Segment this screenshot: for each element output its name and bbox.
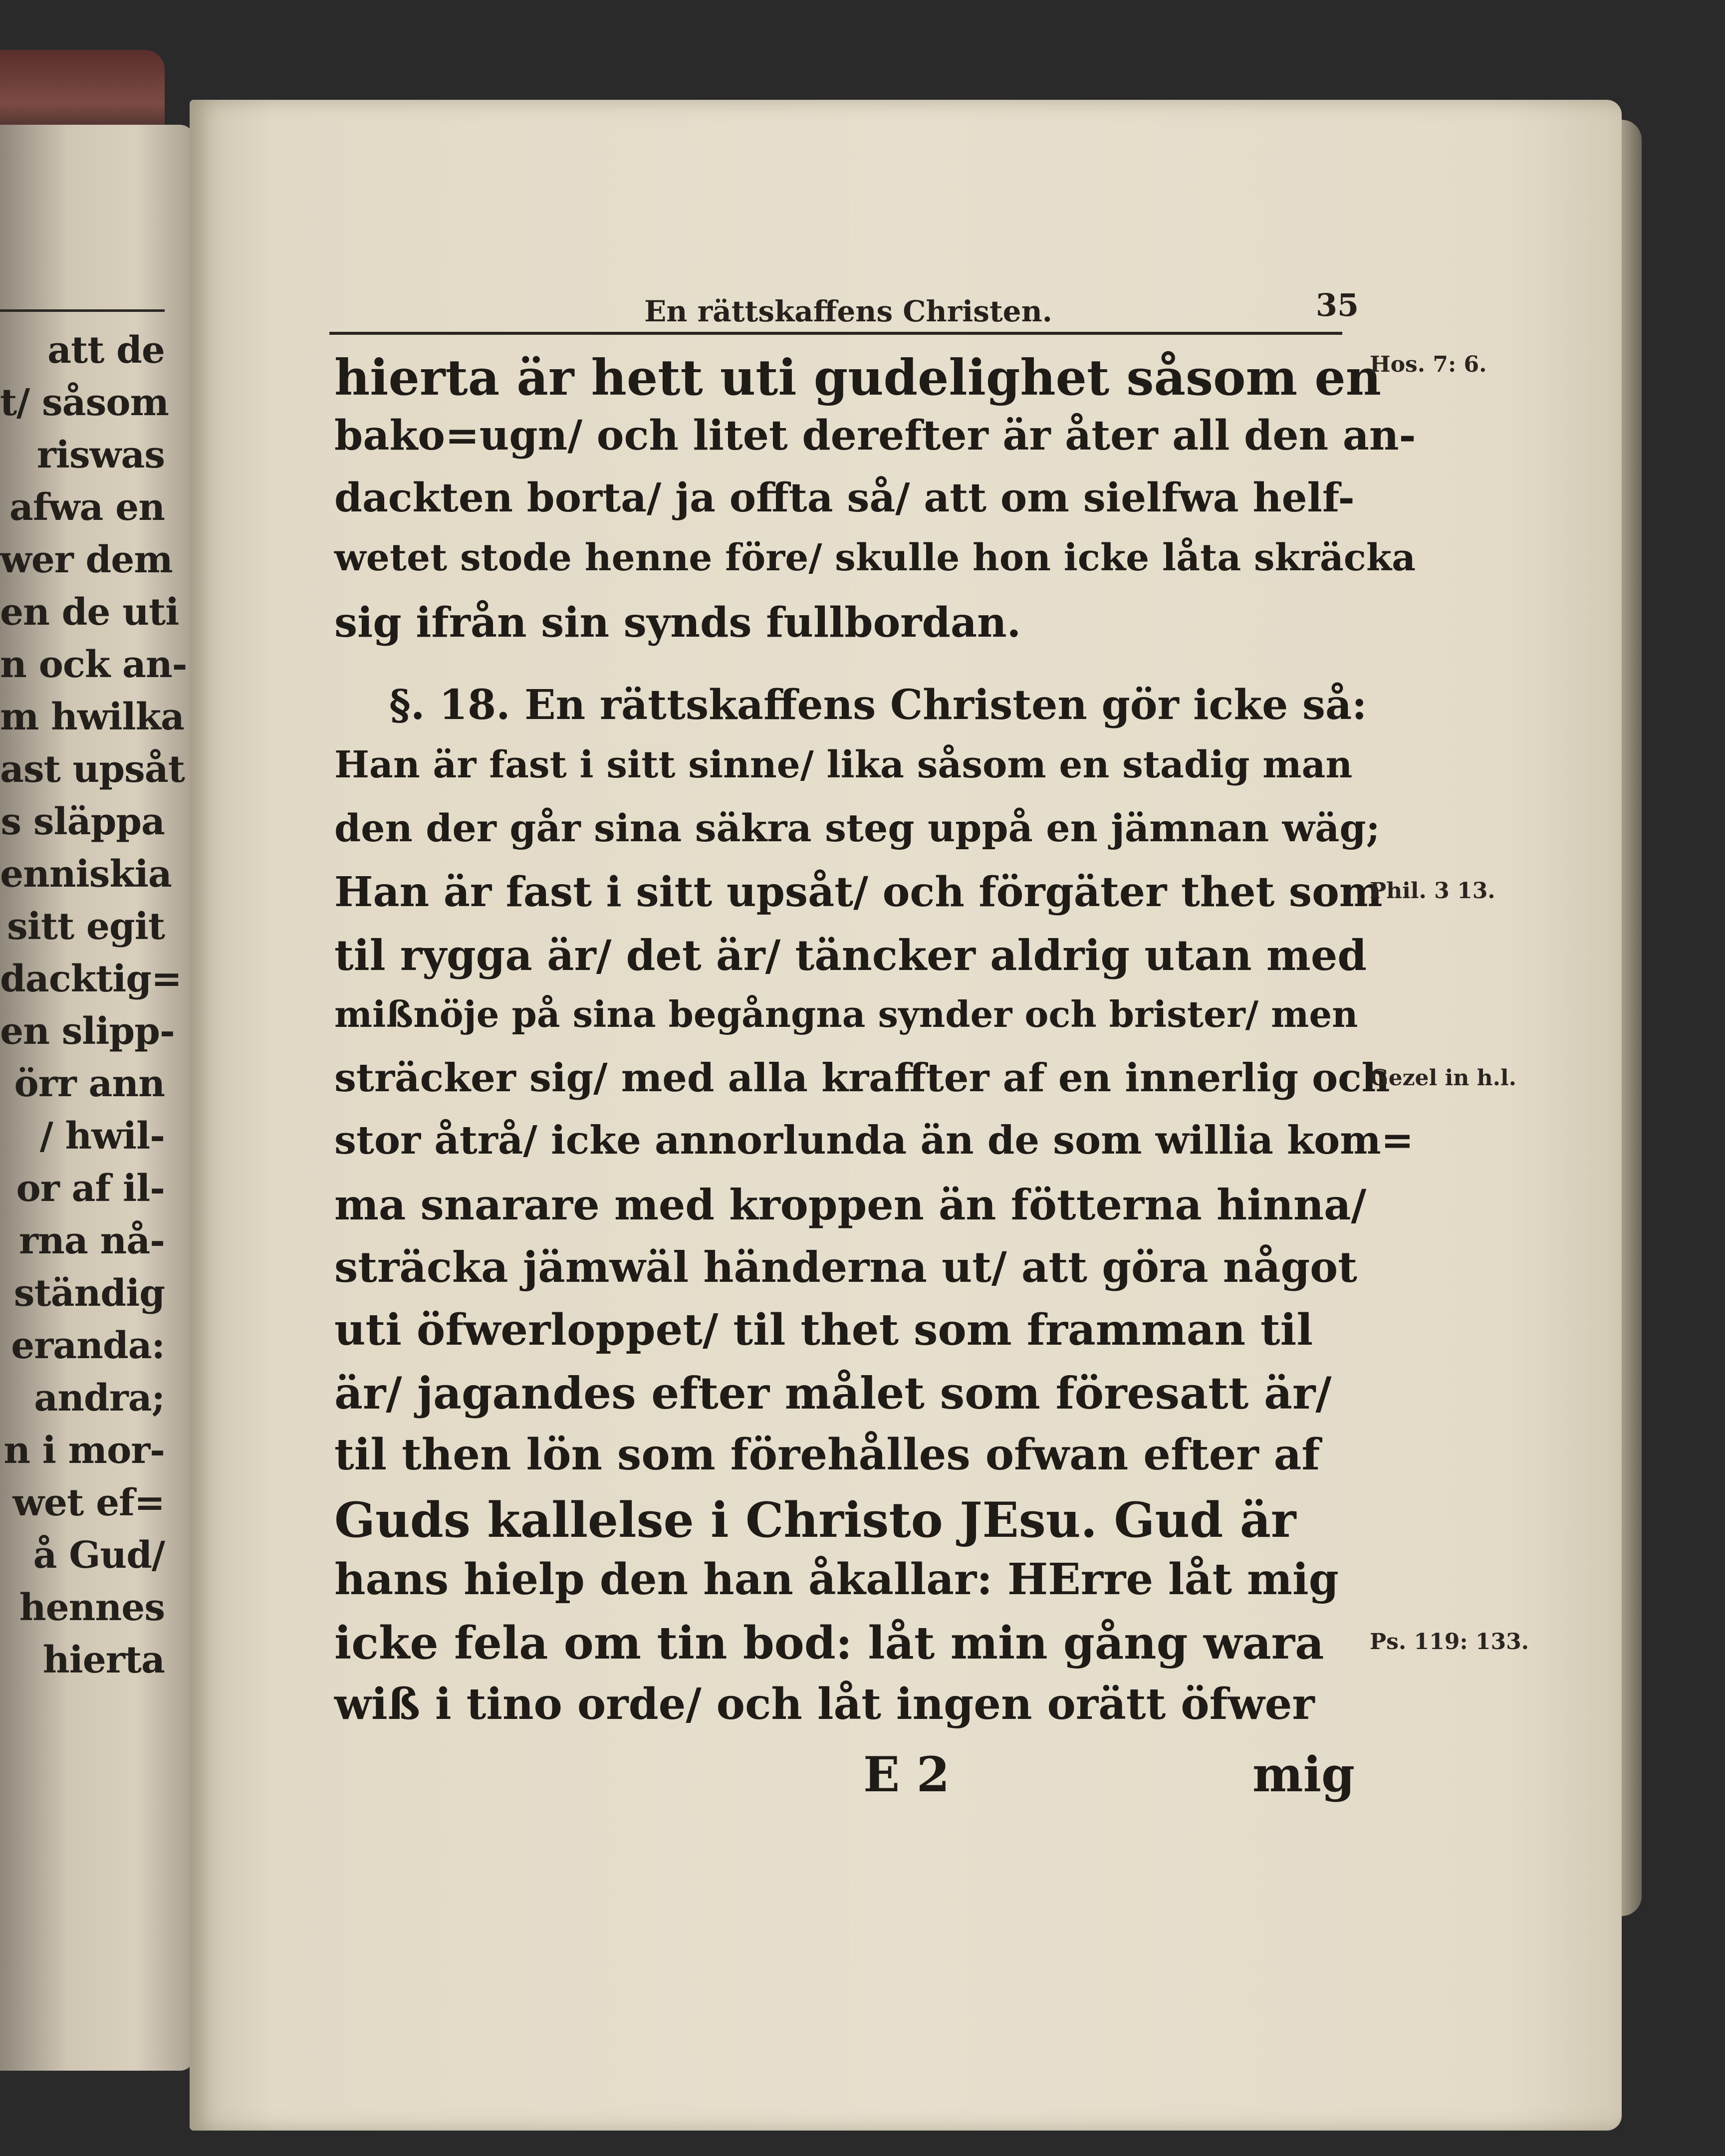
body-line: til then lön som förehålles ofwan efter af <box>334 1430 1320 1480</box>
header-rule <box>329 332 1342 335</box>
body-line: Han är fast i sitt sinne/ lika såsom en stadig man <box>334 743 1353 786</box>
margin-note: Phil. 3 13. <box>1370 878 1495 904</box>
left-line: å Gud/ <box>33 1534 165 1577</box>
catchword: mig <box>1252 1746 1355 1803</box>
body-line: stor åtrå/ icke annorlunda än de som willia kom= <box>334 1118 1414 1163</box>
body-line: ma snarare med kroppen än fötterna hinna/ <box>334 1180 1367 1229</box>
left-line: t/ såsom <box>0 381 169 424</box>
left-line: rna nå- <box>19 1219 165 1262</box>
body-line: mißnöje på sina begångna synder och brister/ men <box>334 993 1358 1035</box>
left-line: wer dem <box>0 538 173 581</box>
body-line: dackten borta/ ja offta så/ att om sielfwa helf- <box>334 474 1355 521</box>
left-line: m hwilka <box>0 696 185 738</box>
body-line: sträcker sig/ med alla kraffter af en innerlig och <box>334 1055 1390 1101</box>
left-line: afwa en <box>9 486 165 529</box>
body-line: bako=ugn/ och litet derefter är åter all den an- <box>334 412 1416 460</box>
left-line: wet ef= <box>12 1481 165 1524</box>
signature-mark: E 2 <box>863 1746 950 1803</box>
left-line: hennes <box>19 1586 165 1629</box>
left-line: eranda: <box>11 1324 165 1367</box>
margin-note: Hos. 7: 6. <box>1370 352 1487 377</box>
body-line: Guds kallelse i Christo JEsu. Gud är <box>334 1492 1296 1548</box>
left-line: sitt egit <box>6 905 165 948</box>
left-line: örr ann <box>14 1062 165 1105</box>
left-line: n ock an- <box>0 643 187 686</box>
body-line: den der går sina säkra steg uppå en jämnan wäg; <box>334 806 1380 850</box>
left-line: dacktig= <box>0 958 182 1000</box>
left-page-text <box>0 324 187 1686</box>
margin-note: Gezel in h.l. <box>1370 1065 1516 1091</box>
body-line: wiß i tino orde/ och låt ingen orätt öfwer <box>334 1679 1315 1729</box>
left-line: andra; <box>34 1377 165 1420</box>
body-line: Han är fast i sitt upsåt/ och förgäter thet som <box>334 868 1383 916</box>
left-line: n i mor- <box>3 1429 165 1472</box>
page-number: 35 <box>1315 287 1359 323</box>
left-line: riswas <box>36 434 165 477</box>
left-line: or af il- <box>16 1167 165 1210</box>
left-line: ständig <box>13 1272 165 1315</box>
body-line: sig ifrån sin synds fullbordan. <box>334 599 1021 647</box>
body-line: til rygga är/ det är/ täncker aldrig utan med <box>334 931 1367 980</box>
section-heading-line: §. 18. En rättskaffens Christen gör icke så: <box>389 681 1367 729</box>
left-line: en slipp- <box>0 1010 175 1053</box>
facing-page-left <box>0 125 195 2071</box>
left-line: att de <box>47 329 165 372</box>
left-line: en de uti <box>0 591 179 634</box>
left-line: / hwil- <box>39 1115 165 1158</box>
body-line: är/ jagandes efter målet som föresatt är/ <box>334 1367 1332 1419</box>
running-head: En rättskaffens Christen. <box>644 294 1052 328</box>
body-line: uti öfwerloppet/ til thet som framman til <box>334 1305 1313 1355</box>
left-page-rule <box>0 309 165 312</box>
body-line: icke fela om tin bod: låt min gång wara <box>334 1617 1324 1670</box>
body-line: sträcka jämwäl händerna ut/ att göra något <box>334 1242 1357 1292</box>
left-line: enniskia <box>0 853 172 896</box>
margin-note: Ps. 119: 133. <box>1370 1629 1529 1655</box>
body-line: hans hielp den han åkallar: HErre låt mig <box>334 1554 1339 1605</box>
body-line: wetet stode henne före/ skulle hon icke låta skräcka <box>334 536 1416 579</box>
body-line: hierta är hett uti gudelighet såsom en <box>334 349 1381 407</box>
left-line: s släppa <box>0 800 165 843</box>
left-line: ast upsåt <box>0 748 185 791</box>
left-line: hierta <box>42 1639 165 1681</box>
